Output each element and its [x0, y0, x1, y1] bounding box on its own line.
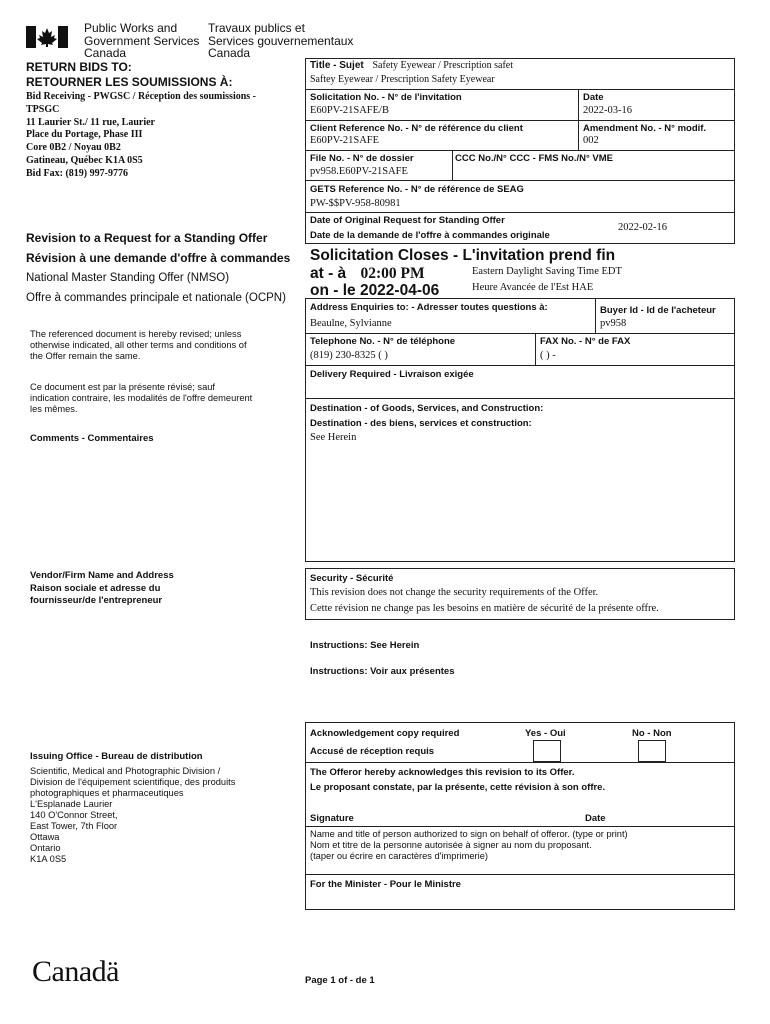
vendor-line: Vendor/Firm Name and Address — [30, 570, 174, 581]
divider — [305, 874, 735, 875]
revision-title-fr: Révision à une demande d'offre à commandes — [26, 251, 291, 265]
address-line: TPSGC — [26, 103, 60, 115]
vendor-label — [30, 570, 174, 608]
ack-label-en: Acknowledgement copy required — [310, 728, 460, 739]
dept-en-line: Public Works and — [84, 21, 178, 35]
issuing-line: photographiques et pharmaceutiques — [30, 788, 184, 798]
title-label: Title - Sujet — [310, 60, 364, 71]
telephone-value: (819) 230-8325 ( ) — [310, 350, 388, 361]
minister-label: For the Minister - Pour le Ministre — [310, 879, 461, 890]
revision-title-en: Revision to a Request for a Standing Offer — [26, 231, 268, 245]
closes-heading: Solicitation Closes - L'invitation prend fin — [310, 247, 616, 264]
divider — [305, 120, 735, 121]
note-line: The referenced document is hereby revised; unless — [30, 329, 242, 339]
address-line: Place du Portage, Phase III — [26, 129, 143, 141]
orig-date-label-fr: Date de la demande de l'offre à commandes originale — [310, 230, 550, 241]
destination-label-fr: Destination - des biens, services et construction: — [310, 418, 532, 429]
issuing-line: Ontario — [30, 843, 61, 853]
vendor-line: fournisseur/de l'entrepreneur — [30, 595, 163, 606]
name-title-line: Name and title of person authorized to sign on behalf of offeror. (type or print) — [310, 829, 628, 839]
fax-label: FAX No. - N° de FAX — [540, 336, 631, 347]
issuing-line: K1A 0S5 — [30, 854, 67, 864]
title-value-2: Saftey Eyewear / Prescription Safety Eyewear — [310, 74, 495, 85]
issuing-office-title: Issuing Office - Bureau de distribution — [30, 751, 203, 762]
divider — [305, 180, 735, 181]
destination-label-en: Destination - of Goods, Services, and Construction: — [310, 403, 544, 414]
vendor-line: Raison sociale et adresse du — [30, 582, 161, 594]
issuing-line: Ottawa — [30, 832, 60, 842]
instructions-fr: Instructions: Voir aux présentes — [310, 666, 455, 677]
signature-date-label: Date — [585, 813, 606, 824]
title-value: Safety Eyewear / Prescription safet — [372, 60, 514, 71]
dept-en-line: Canada — [84, 46, 127, 60]
canada-flag-icon — [26, 26, 68, 48]
security-text-fr: Cette révision ne change pas les besoins en matière de sécurité de la présente offre. — [310, 603, 659, 614]
orig-date-value: 2022-02-16 — [618, 222, 667, 233]
note-line: indication contraire, les modalités de l'offre demeurent — [30, 393, 253, 403]
offeror-ack-en: The Offeror hereby acknowledges this revision to its Offer. — [310, 767, 575, 778]
return-bids-title-fr: RETOURNER LES SOUMISSIONS À: — [26, 75, 233, 89]
telephone-label: Telephone No. - N° de téléphone — [310, 336, 456, 347]
signature-field[interactable] — [305, 795, 735, 825]
delivery-label: Delivery Required - Livraison exigée — [310, 369, 474, 380]
offeror-ack-fr: Le proposant constate, par la présente, cette révision à son offre. — [310, 782, 606, 793]
nmso-label: National Master Standing Offer (NMSO) — [26, 272, 230, 284]
amendment-value: 002 — [583, 135, 599, 146]
ocpn-label: Offre à commandes principale et nationale (OCPN) — [26, 292, 286, 304]
gets-value: PW-$$PV-958-80981 — [310, 198, 401, 209]
yes-label: Yes - Oui — [525, 728, 566, 739]
divider — [305, 212, 735, 213]
divider — [578, 89, 579, 150]
signature-line — [305, 826, 735, 827]
divider — [305, 150, 735, 151]
fax-value: ( ) - — [540, 350, 556, 361]
address-line: Bid Receiving - PWGSC / Réception des soumissions - — [26, 91, 257, 102]
closes-at-row — [310, 265, 425, 283]
note-line: otherwise indicated, all other terms and conditions of — [30, 340, 247, 350]
divider — [305, 365, 735, 366]
note-line: les mêmes. — [30, 404, 78, 414]
divider — [305, 89, 735, 90]
issuing-office-address — [30, 766, 235, 865]
date-value: 2022-03-16 — [583, 105, 632, 116]
name-title-line: (taper ou écrire en caractères d'imprimerie) — [310, 851, 488, 861]
orig-date-label-en: Date of Original Request for Standing Offer — [310, 215, 505, 226]
issuing-line: L'Esplanade Laurier — [30, 799, 113, 809]
buyer-id-label: Buyer Id - Id de l'acheteur — [600, 305, 716, 316]
name-title-line: Nom et titre de la personne autorisée à signer au nom du proposant. — [310, 840, 592, 850]
divider — [305, 762, 735, 763]
solicitation-label: Solicitation No. - N° de l'invitation — [310, 92, 462, 103]
issuing-line: East Tower, 7th Floor — [30, 821, 118, 831]
issuing-line: 140 O'Connor Street, — [30, 810, 118, 820]
divider — [305, 398, 735, 399]
closes-time: 02:00 PM — [360, 265, 425, 282]
timezone-en: Eastern Daylight Saving Time EDT — [472, 266, 622, 277]
note-line: Ce document est par la présente révisé; sauf — [30, 382, 216, 392]
name-title-instructions — [310, 829, 628, 862]
closes-on-date: on - le 2022-04-06 — [310, 282, 440, 299]
department-name-fr — [208, 22, 353, 60]
closes-at-label: at - à — [310, 265, 347, 282]
ack-no-checkbox[interactable] — [638, 740, 666, 762]
divider — [535, 333, 536, 365]
revision-note-fr — [30, 382, 252, 415]
dept-fr-line: Services gouvernementaux — [208, 33, 354, 48]
divider — [595, 298, 596, 333]
file-label: File No. - N° de dossier — [310, 153, 414, 164]
note-line: the Offer remain the same. — [30, 351, 141, 361]
divider — [452, 150, 453, 180]
comments-label: Comments - Commentaires — [30, 433, 154, 444]
return-bids-heading — [26, 60, 232, 90]
solicitation-value: E60PV-21SAFE/B — [310, 105, 389, 116]
instructions-en: Instructions: See Herein — [310, 640, 420, 651]
address-line: 11 Laurier St./ 11 rue, Laurier — [26, 116, 155, 128]
address-line: Core 0B2 / Noyau 0B2 — [26, 142, 121, 154]
gets-label: GETS Reference No. - N° de référence de SEAG — [310, 184, 524, 195]
return-bids-address — [26, 91, 256, 181]
address-line: Gatineau, Québec K1A 0S5 — [26, 154, 143, 166]
client-ref-value: E60PV-21SAFE — [310, 135, 380, 146]
ack-yes-checkbox[interactable] — [533, 740, 561, 762]
dept-fr-line: Canada — [208, 46, 251, 60]
address-enquiries-label: Address Enquiries to: - Adresser toutes questions à: — [310, 302, 548, 313]
title-row — [310, 60, 513, 71]
buyer-id-value: pv958 — [600, 318, 627, 329]
destination-value: See Herein — [310, 432, 357, 443]
signature-label: Signature — [310, 813, 354, 824]
file-value: pv958.E60PV-21SAFE — [310, 166, 408, 177]
return-bids-title-en: RETURN BIDS TO: — [26, 60, 132, 74]
department-name-en — [84, 22, 199, 60]
security-text-en: This revision does not change the security requirements of the Offer. — [310, 587, 599, 598]
timezone-fr: Heure Avancée de l'Est HAE — [472, 282, 594, 293]
canada-wordmark: Canadä — [32, 955, 119, 988]
address-line: Bid Fax: (819) 997-9776 — [26, 167, 128, 179]
divider — [305, 333, 735, 334]
client-ref-label: Client Reference No. - N° de référence du client — [310, 123, 523, 134]
page-number: Page 1 of - de 1 — [305, 975, 375, 986]
issuing-line: Scientific, Medical and Photographic Division / — [30, 766, 221, 776]
ack-label-fr: Accusé de réception requis — [310, 746, 435, 757]
date-label: Date — [583, 92, 604, 103]
issuing-line: Division de l'équipement scientifique, des produits — [30, 777, 236, 787]
no-label: No - Non — [632, 728, 672, 739]
amendment-label: Amendment No. - N° modif. — [583, 123, 707, 134]
dept-fr-line: Travaux publics et — [208, 21, 305, 35]
security-label: Security - Sécurité — [310, 573, 394, 584]
revision-note-en — [30, 329, 247, 362]
address-enquiries-value: Beaulne, Sylvianne — [310, 318, 392, 329]
ccc-label: CCC No./N° CCC - FMS No./N° VME — [455, 153, 614, 164]
dept-en-line: Government Services — [84, 33, 200, 48]
